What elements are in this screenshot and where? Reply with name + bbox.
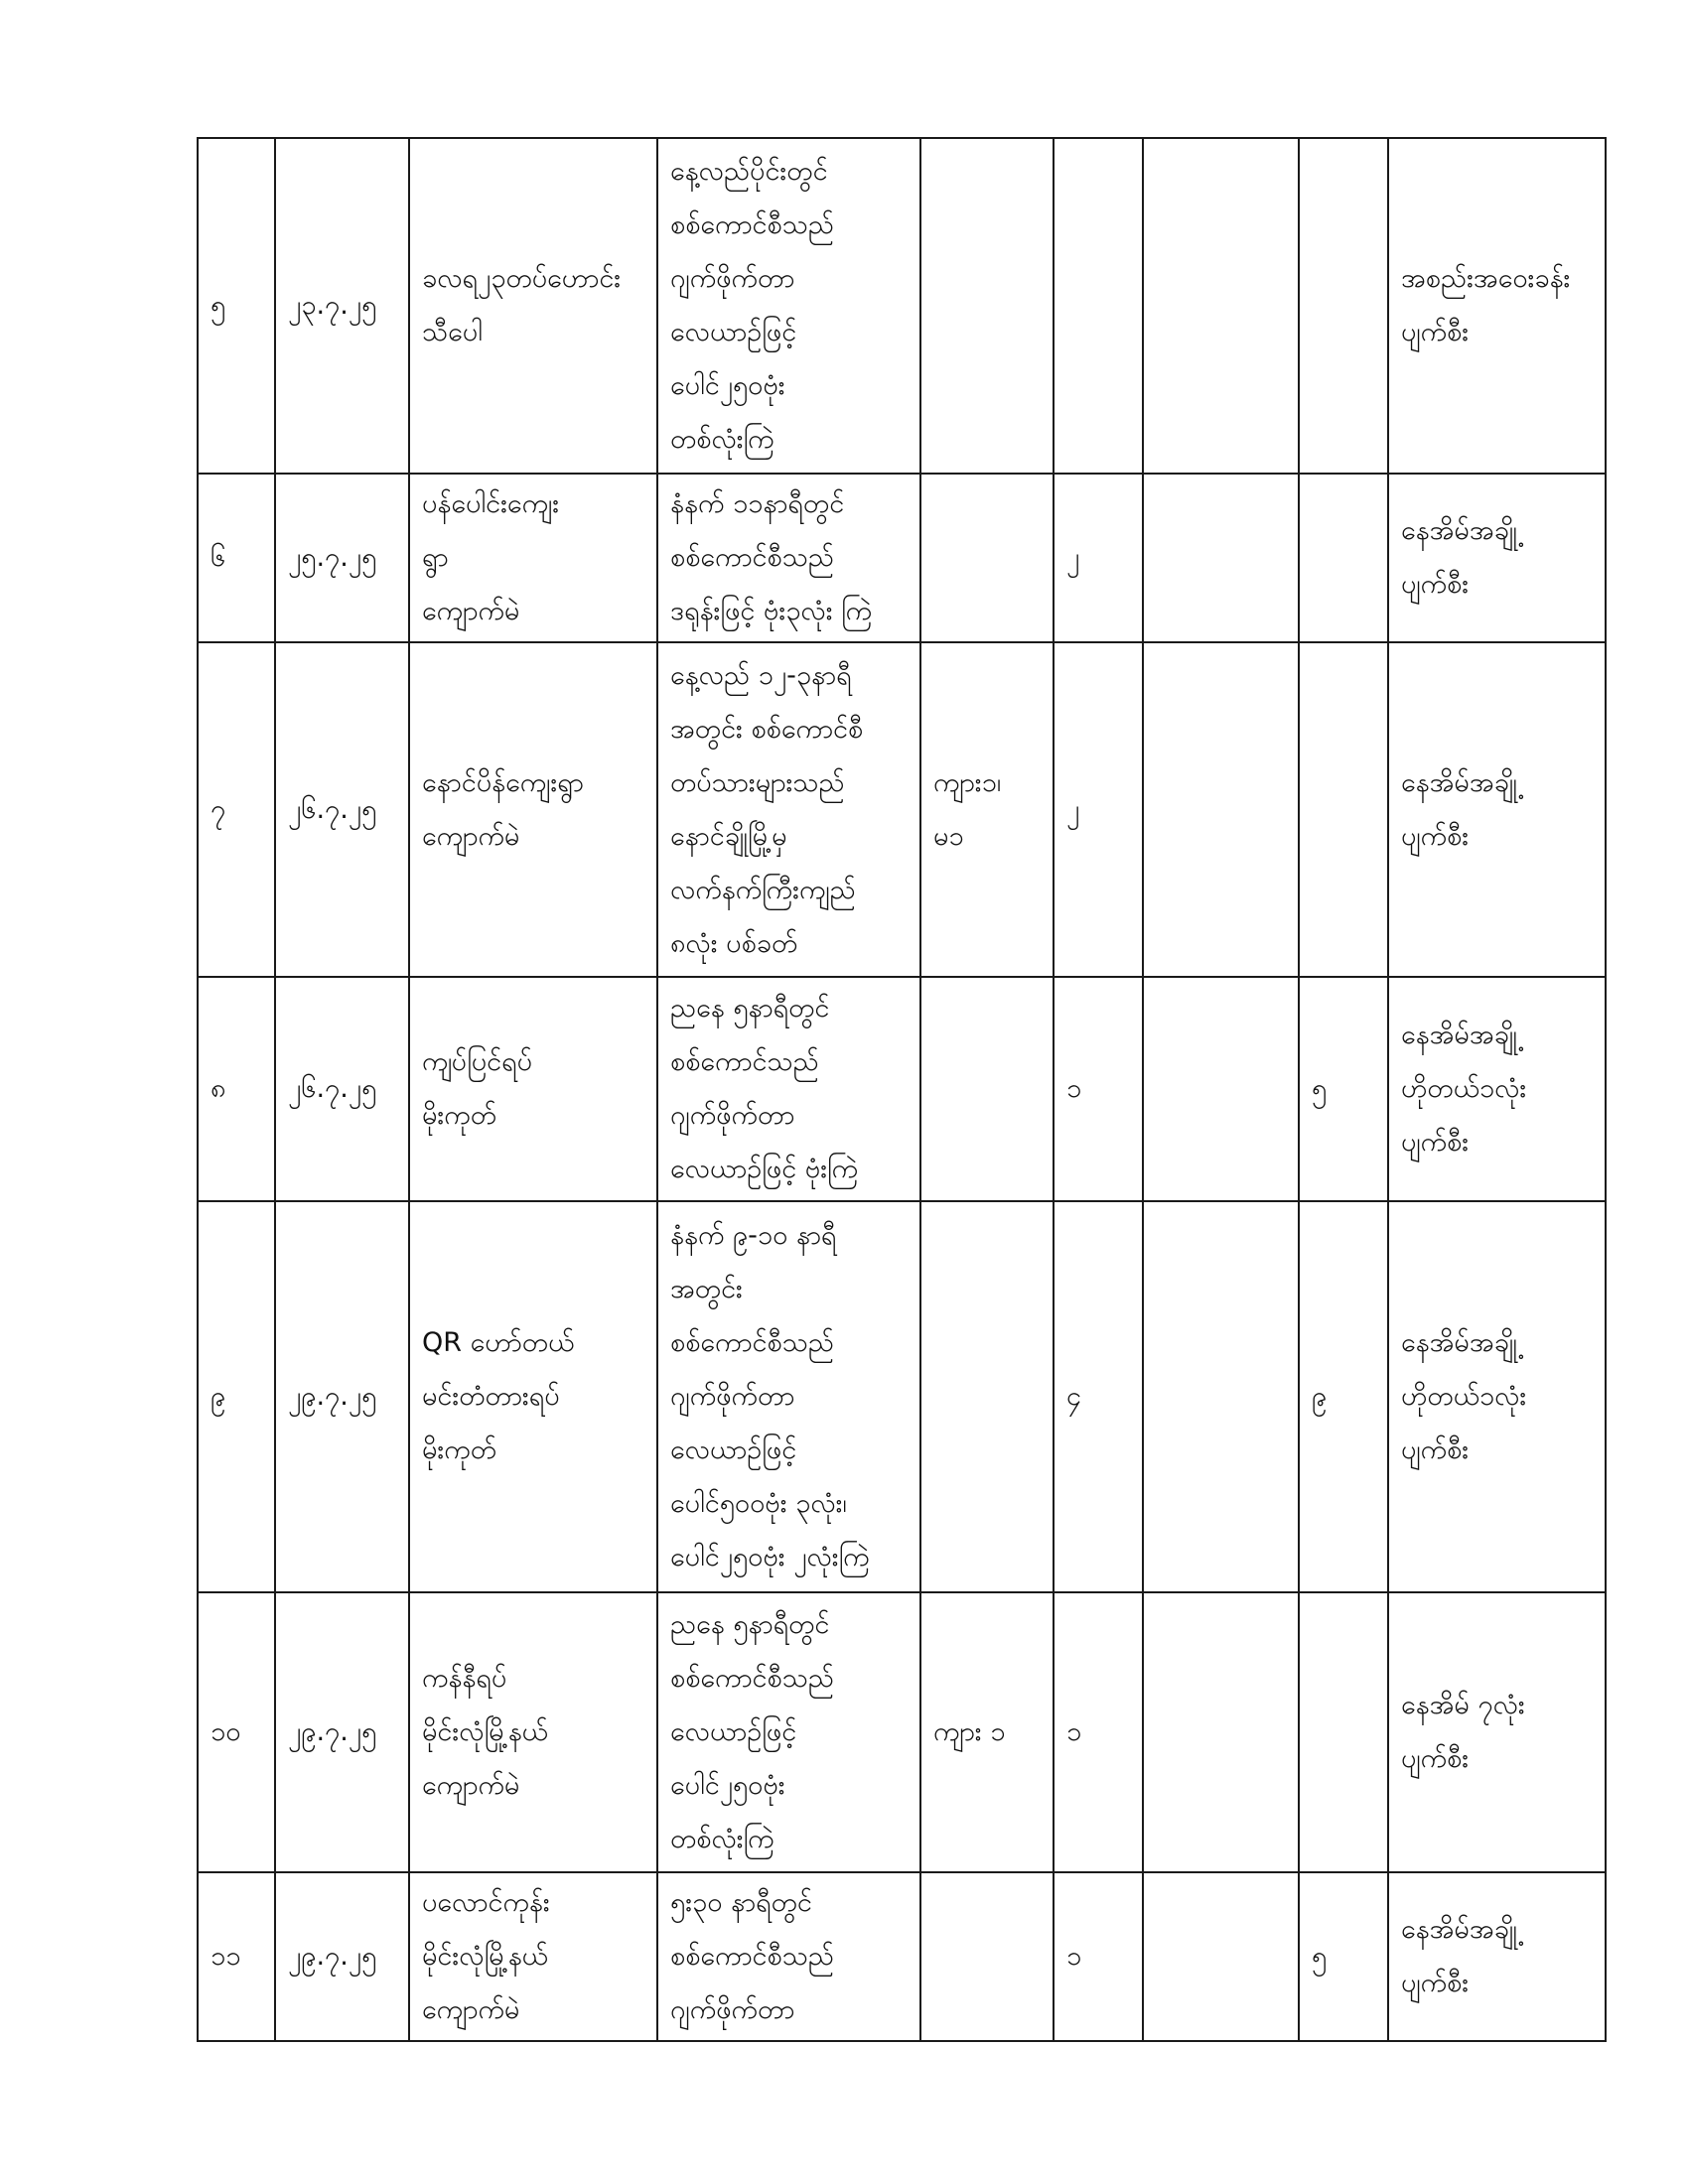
cell-count-c (1299, 1872, 1388, 2041)
cell-location (409, 1872, 657, 2041)
cell-text-line: တစ်လုံးကြဲ (670, 424, 774, 455)
cell-text-line: ပေါင်၂၅၀ဗုံး (670, 1770, 785, 1801)
cell-text-line: လေယာဉ်ဖြင့် (670, 317, 797, 347)
cell-text-line: သီပေါ (422, 317, 483, 347)
cell-text-line: ကျောက်မဲ (422, 1994, 520, 2025)
cell-count-b (1143, 474, 1299, 642)
cell-date (275, 642, 409, 977)
cell-text-line: ၉ (211, 1381, 226, 1412)
cell-description (657, 1872, 920, 2041)
cell-casualties (920, 977, 1054, 1201)
table-row (198, 642, 1606, 977)
cell-count-a (1054, 138, 1143, 474)
cell-text-line: နံနက် ၉-၁၀ နာရီ (670, 1220, 837, 1251)
cell-text-line: အတွင်း စစ်ကောင်စီ (670, 713, 864, 745)
cell-text-line: ခလရ၂၃တပ်ဟောင်း (422, 263, 622, 294)
cell-location (409, 138, 657, 474)
cell-text-line: ဟိုတယ်၁လုံး (1401, 1381, 1527, 1412)
cell-text-line: ပလောင်ကုန်း (422, 1887, 550, 1918)
cell-count-b (1143, 1592, 1299, 1872)
cell-description (657, 474, 920, 642)
cell-count-a (1054, 1201, 1143, 1592)
cell-text-line: လေယာဉ်ဖြင့် ဗုံးကြဲ (670, 1154, 859, 1184)
cell-text-line: ဂျက်ဖိုက်တာ (670, 263, 795, 294)
cell-count-a (1054, 474, 1143, 642)
cell-location (409, 1592, 657, 1872)
table-body (198, 138, 1606, 2041)
cell-casualties (920, 1592, 1054, 1872)
cell-text-line: ၅ (1312, 1941, 1328, 1972)
cell-text-line: ၄ (1066, 1381, 1082, 1412)
cell-text-line: ၂ (1066, 793, 1080, 825)
cell-text-line: ညနေ ၅နာရီတွင် (670, 993, 830, 1024)
cell-text-line: ၁ (1066, 1716, 1082, 1747)
cell-text-line: နေအိမ်အချို့ (1401, 1020, 1517, 1050)
cell-text-line: နေအိမ် ၇လုံး (1401, 1690, 1525, 1720)
cell-count-a (1054, 1592, 1143, 1872)
cell-location (409, 474, 657, 642)
cell-serial-no (198, 1592, 275, 1872)
table-row (198, 138, 1606, 474)
cell-text-line: ၂၅.၇.၂၅ (288, 542, 377, 573)
cell-text-line: ပျက်စီး (1401, 1434, 1470, 1465)
cell-location (409, 977, 657, 1201)
cell-text-line: ပျက်စီး (1401, 1127, 1470, 1158)
cell-location (409, 1201, 657, 1592)
cell-text-line: ကျား ၁ (933, 1716, 1006, 1747)
cell-text-line: ပျက်စီး (1401, 317, 1470, 347)
cell-text-line: QR ဟော်တယ် (422, 1327, 575, 1358)
cell-text-line: နေအိမ်အချို့ (1401, 1914, 1517, 1945)
cell-text-line: လေယာဉ်ဖြင့် (670, 1716, 797, 1747)
cell-text-line: ပေါင်၂၅၀ဗုံး (670, 370, 785, 401)
cell-count-c (1299, 1201, 1388, 1592)
cell-count-a (1054, 1872, 1143, 2041)
incident-table (197, 137, 1607, 2042)
cell-text-line: ဒရုန်းဖြင့် ဗုံး၃လုံး ကြဲ (670, 596, 873, 626)
cell-description (657, 642, 920, 977)
cell-date (275, 977, 409, 1201)
cell-serial-no (198, 977, 275, 1201)
cell-text-line: လေယာဉ်ဖြင့် (670, 1434, 797, 1465)
cell-casualties (920, 1201, 1054, 1592)
cell-text-line: စစ်ကောင်စီသည် (670, 209, 834, 240)
cell-count-a (1054, 977, 1143, 1201)
cell-text-line: ကန်နီရပ် (422, 1663, 507, 1694)
cell-count-b (1143, 642, 1299, 977)
cell-text-line: ၂၉.၇.၂၅ (288, 1716, 377, 1747)
cell-text-line: စစ်ကောင်စီသည် (670, 1663, 834, 1694)
cell-text-line: ၂၃.၇.၂၅ (288, 290, 377, 321)
cell-text-line: မိုင်းလုံမြို့နယ် (422, 1941, 548, 1972)
cell-text-line: ရွာ (422, 542, 449, 573)
cell-text-line: အစည်းအဝေးခန်း (1401, 263, 1571, 294)
cell-text-line: ဂျက်ဖိုက်တာ (670, 1994, 795, 2025)
cell-count-b (1143, 138, 1299, 474)
cell-text-line: ပျက်စီး (1401, 1968, 1470, 1998)
cell-text-line: ကျား၁၊ (933, 766, 1002, 798)
cell-casualties (920, 474, 1054, 642)
cell-text-line: ၁၀ (211, 1716, 241, 1747)
cell-text-line: ဟိုတယ်၁လုံး (1401, 1073, 1527, 1104)
cell-text-line: စစ်ကောင်စီသည် (670, 1327, 834, 1358)
table-row (198, 1872, 1606, 2041)
cell-count-b (1143, 1872, 1299, 2041)
cell-description (657, 138, 920, 474)
cell-text-line: ညနေ ၅နာရီတွင် (670, 1609, 830, 1640)
cell-text-line: နောင်ပိန်ကျေးရွာ (422, 766, 584, 798)
cell-damage-remark (1388, 474, 1606, 642)
cell-text-line: နေအိမ်အချို့ (1401, 766, 1517, 798)
cell-text-line: နေအိမ်အချို့ (1401, 1327, 1517, 1358)
cell-count-a (1054, 642, 1143, 977)
cell-text-line: မိုးကုတ် (422, 1100, 496, 1131)
cell-serial-no (198, 1201, 275, 1592)
cell-text-line: နံနက် ၁၁နာရီတွင် (670, 488, 845, 519)
cell-text-line: စစ်ကောင်စီသည် (670, 1941, 834, 1972)
cell-text-line: နေ့လည်ပိုင်းတွင် (670, 156, 828, 187)
table-row (198, 977, 1606, 1201)
cell-count-c (1299, 977, 1388, 1201)
cell-damage-remark (1388, 642, 1606, 977)
cell-text-line: နောင်ချိုမြို့မှ (670, 820, 787, 852)
cell-text-line: ၅း၃၀ နာရီတွင် (670, 1887, 812, 1918)
cell-text-line: ပျက်စီး (1401, 820, 1470, 852)
cell-count-c (1299, 138, 1388, 474)
cell-text-line: ပျက်စီး (1401, 569, 1470, 600)
cell-text-line: ၂၉.၇.၂၅ (288, 1381, 377, 1412)
cell-text-line: ကျောက်မဲ (422, 820, 520, 852)
cell-serial-no (198, 474, 275, 642)
cell-text-line: ကျောက်မဲ (422, 596, 520, 626)
cell-text-line: ၂၆.၇.၂၅ (288, 793, 377, 825)
cell-date (275, 474, 409, 642)
cell-text-line: ပန်ပေါင်းကျေး (422, 488, 560, 519)
cell-text-line: ၇ (211, 793, 226, 825)
cell-damage-remark (1388, 1872, 1606, 2041)
cell-damage-remark (1388, 138, 1606, 474)
cell-text-line: ၈လုံး ပစ်ခတ် (670, 927, 798, 959)
cell-text-line: ၅ (211, 290, 226, 321)
cell-text-line: နေ့လည် ၁၂-၃နာရီ (670, 659, 852, 691)
cell-text-line: ၁ (1066, 1073, 1082, 1104)
cell-date (275, 1872, 409, 2041)
cell-text-line: ဂျက်ဖိုက်တာ (670, 1381, 795, 1412)
cell-casualties (920, 138, 1054, 474)
cell-text-line: ပျက်စီး (1401, 1743, 1470, 1774)
cell-text-line: ၁ (1066, 1941, 1082, 1972)
cell-serial-no (198, 642, 275, 977)
cell-text-line: ကျောက်မဲ (422, 1770, 520, 1801)
cell-text-line: မင်းတံတားရပ် (422, 1381, 560, 1412)
cell-damage-remark (1388, 977, 1606, 1201)
table-row (198, 474, 1606, 642)
cell-date (275, 138, 409, 474)
cell-text-line: ၂၆.၇.၂၅ (288, 1073, 377, 1104)
cell-count-c (1299, 642, 1388, 977)
table-row (198, 1201, 1606, 1592)
cell-text-line: ဂျက်ဖိုက်တာ (670, 1100, 795, 1131)
cell-description (657, 1201, 920, 1592)
cell-location (409, 642, 657, 977)
cell-date (275, 1201, 409, 1592)
cell-description (657, 1592, 920, 1872)
cell-casualties (920, 1872, 1054, 2041)
cell-damage-remark (1388, 1201, 1606, 1592)
cell-count-c (1299, 1592, 1388, 1872)
cell-text-line: ၁၁ (211, 1941, 241, 1972)
cell-description (657, 977, 920, 1201)
cell-text-line: ပေါင်၂၅၀ဗုံး ၂လုံးကြဲ (670, 1542, 870, 1572)
cell-count-b (1143, 977, 1299, 1201)
cell-damage-remark (1388, 1592, 1606, 1872)
cell-text-line: စစ်ကောင်သည် (670, 1046, 819, 1077)
cell-text-line: နေအိမ်အချို့ (1401, 515, 1517, 546)
table-row (198, 1592, 1606, 1872)
cell-text-line: ပေါင်၅၀၀ဗုံး ၃လုံး၊ (670, 1488, 847, 1519)
cell-count-c (1299, 474, 1388, 642)
cell-text-line: ၉ (1312, 1381, 1328, 1412)
cell-text-line: ၂ (1066, 542, 1080, 573)
cell-text-line: ၆ (211, 542, 226, 573)
cell-text-line: မ၁ (933, 820, 964, 852)
cell-text-line: ၈ (211, 1073, 226, 1104)
cell-text-line: ၂၉.၇.၂၅ (288, 1941, 377, 1972)
cell-serial-no (198, 1872, 275, 2041)
cell-text-line: လက်နက်ကြီးကျည် (670, 874, 856, 905)
cell-date (275, 1592, 409, 1872)
cell-text-line: တပ်သားများသည် (670, 766, 845, 798)
cell-count-b (1143, 1201, 1299, 1592)
cell-text-line: တစ်လုံးကြဲ (670, 1824, 774, 1854)
cell-text-line: စစ်ကောင်စီသည် (670, 542, 834, 573)
cell-text-line: ၅ (1312, 1073, 1328, 1104)
cell-serial-no (198, 138, 275, 474)
cell-casualties (920, 642, 1054, 977)
cell-text-line: မိုးကုတ် (422, 1434, 496, 1465)
cell-text-line: မိုင်းလုံမြို့နယ် (422, 1716, 548, 1747)
cell-text-line: အတွင်း (670, 1274, 743, 1304)
cell-text-line: ကျပ်ပြင်ရပ် (422, 1046, 533, 1077)
